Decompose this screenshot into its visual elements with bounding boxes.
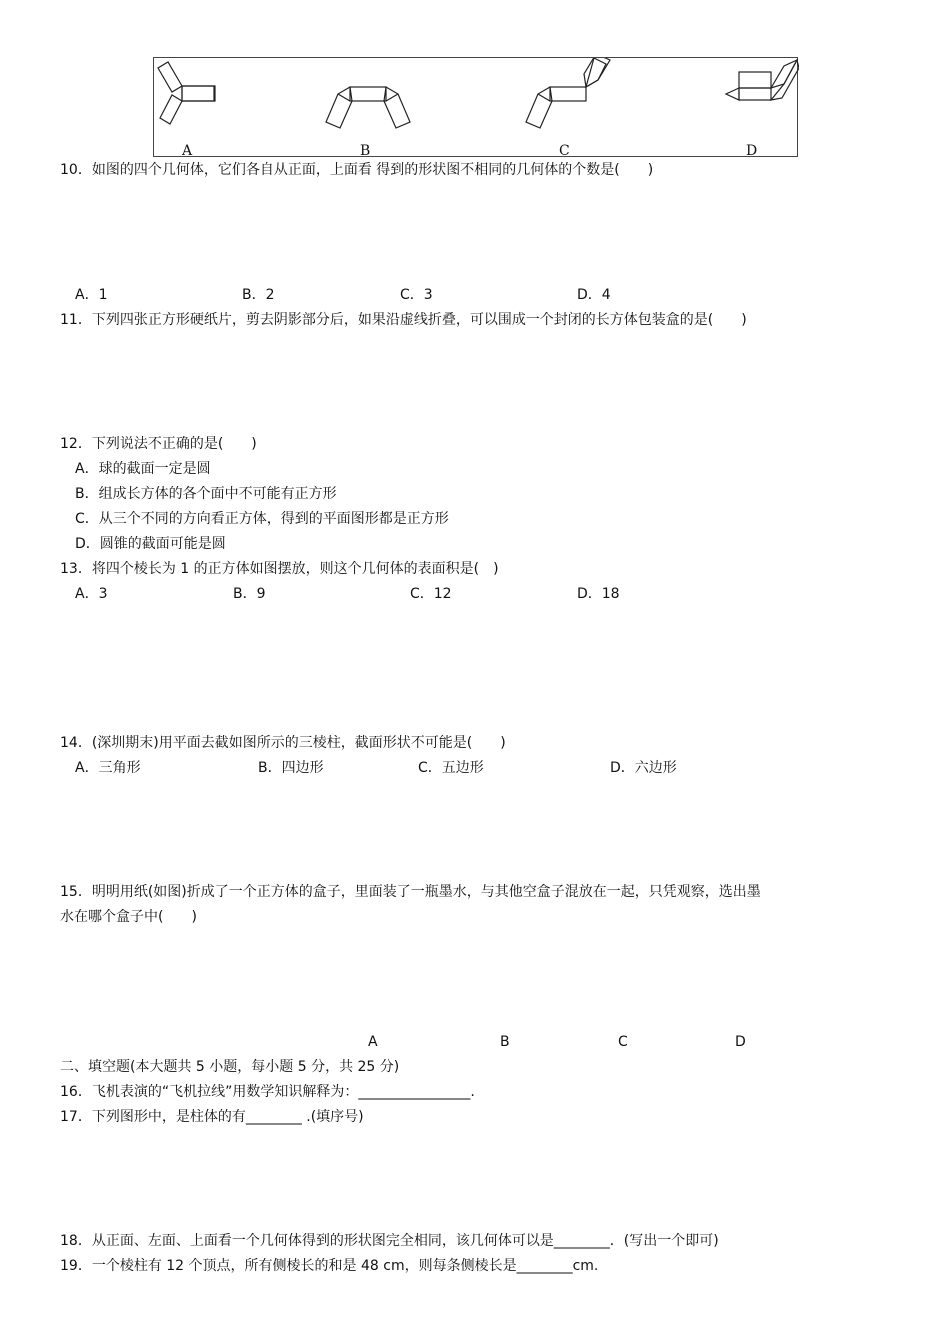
question-10: 10．如图的四个几何体，它们各自从正面，上面看 得到的形状图不相同的几何体的个数是( ) [60,162,654,178]
question-14: 14．(深圳期末)用平面去截如图所示的三棱柱，截面形状不可能是( ) [60,735,506,751]
q14-option-a: A．三角形 [75,760,141,776]
q10-option-a: A．1 [75,287,108,303]
q13-option-d: D．18 [577,586,620,602]
section-2-title: 二、填空题(本大题共 5 小题，每小题 5 分，共 25 分) [60,1059,400,1075]
q15-option-d: D [735,1034,746,1050]
q15-option-b: B [500,1034,510,1050]
q15-option-a: A [368,1034,378,1050]
q10-option-d: D．4 [577,287,611,303]
q13-option-c: C．12 [410,586,452,602]
q12-option-d: D．圆锥的截面可能是圆 [75,536,226,552]
q10-option-c: C．3 [400,287,433,303]
question-18: 18．从正面、左面、上面看一个几何体得到的形状图完全相同，该几何体可以是________．(写出一个即可) [60,1233,719,1249]
question-13: 13．将四个棱长为 1 的正方体如图摆放，则这个几何体的表面积是( ) [60,561,499,577]
q14-option-c: C．五边形 [418,760,484,776]
question-17: 17．下列图形中，是柱体的有________ .(填序号) [60,1109,364,1125]
figure-label-b: B [360,143,371,159]
question-11: 11．下列四张正方形硬纸片，剪去阴影部分后，如果沿虚线折叠，可以围成一个封闭的长方体包装盒的是( ) [60,312,747,328]
nets-figure [153,57,798,157]
question-15-line-2: 水在哪个盒子中( ) [60,909,197,925]
question-12: 12．下列说法不正确的是( ) [60,436,257,452]
figure-label-c: C [559,143,570,159]
q10-option-b: B．2 [242,287,275,303]
q12-option-b: B．组成长方体的各个面中不可能有正方形 [75,486,337,502]
q13-option-b: B．9 [233,586,266,602]
nets-drawing [154,58,799,158]
question-19: 19．一个棱柱有 12 个顶点，所有侧棱长的和是 48 cm，则每条侧棱长是________cm. [60,1258,599,1274]
figure-label-d: D [746,143,758,159]
q13-option-a: A．3 [75,586,108,602]
q12-option-c: C．从三个不同的方向看正方体，得到的平面图形都是正方形 [75,511,449,527]
q14-option-d: D．六边形 [610,760,677,776]
q12-option-a: A．球的截面一定是圆 [75,461,211,477]
question-15-line-1: 15．明明用纸(如图)折成了一个正方体的盒子，里面装了一瓶墨水，与其他空盒子混放在一起，只凭观察，选出墨 [60,884,761,900]
q14-option-b: B．四边形 [258,760,324,776]
figure-label-a: A [182,143,193,159]
question-16: 16．飞机表演的“飞机拉线”用数学知识解释为：________________. [60,1084,475,1100]
q15-option-c: C [618,1034,628,1050]
